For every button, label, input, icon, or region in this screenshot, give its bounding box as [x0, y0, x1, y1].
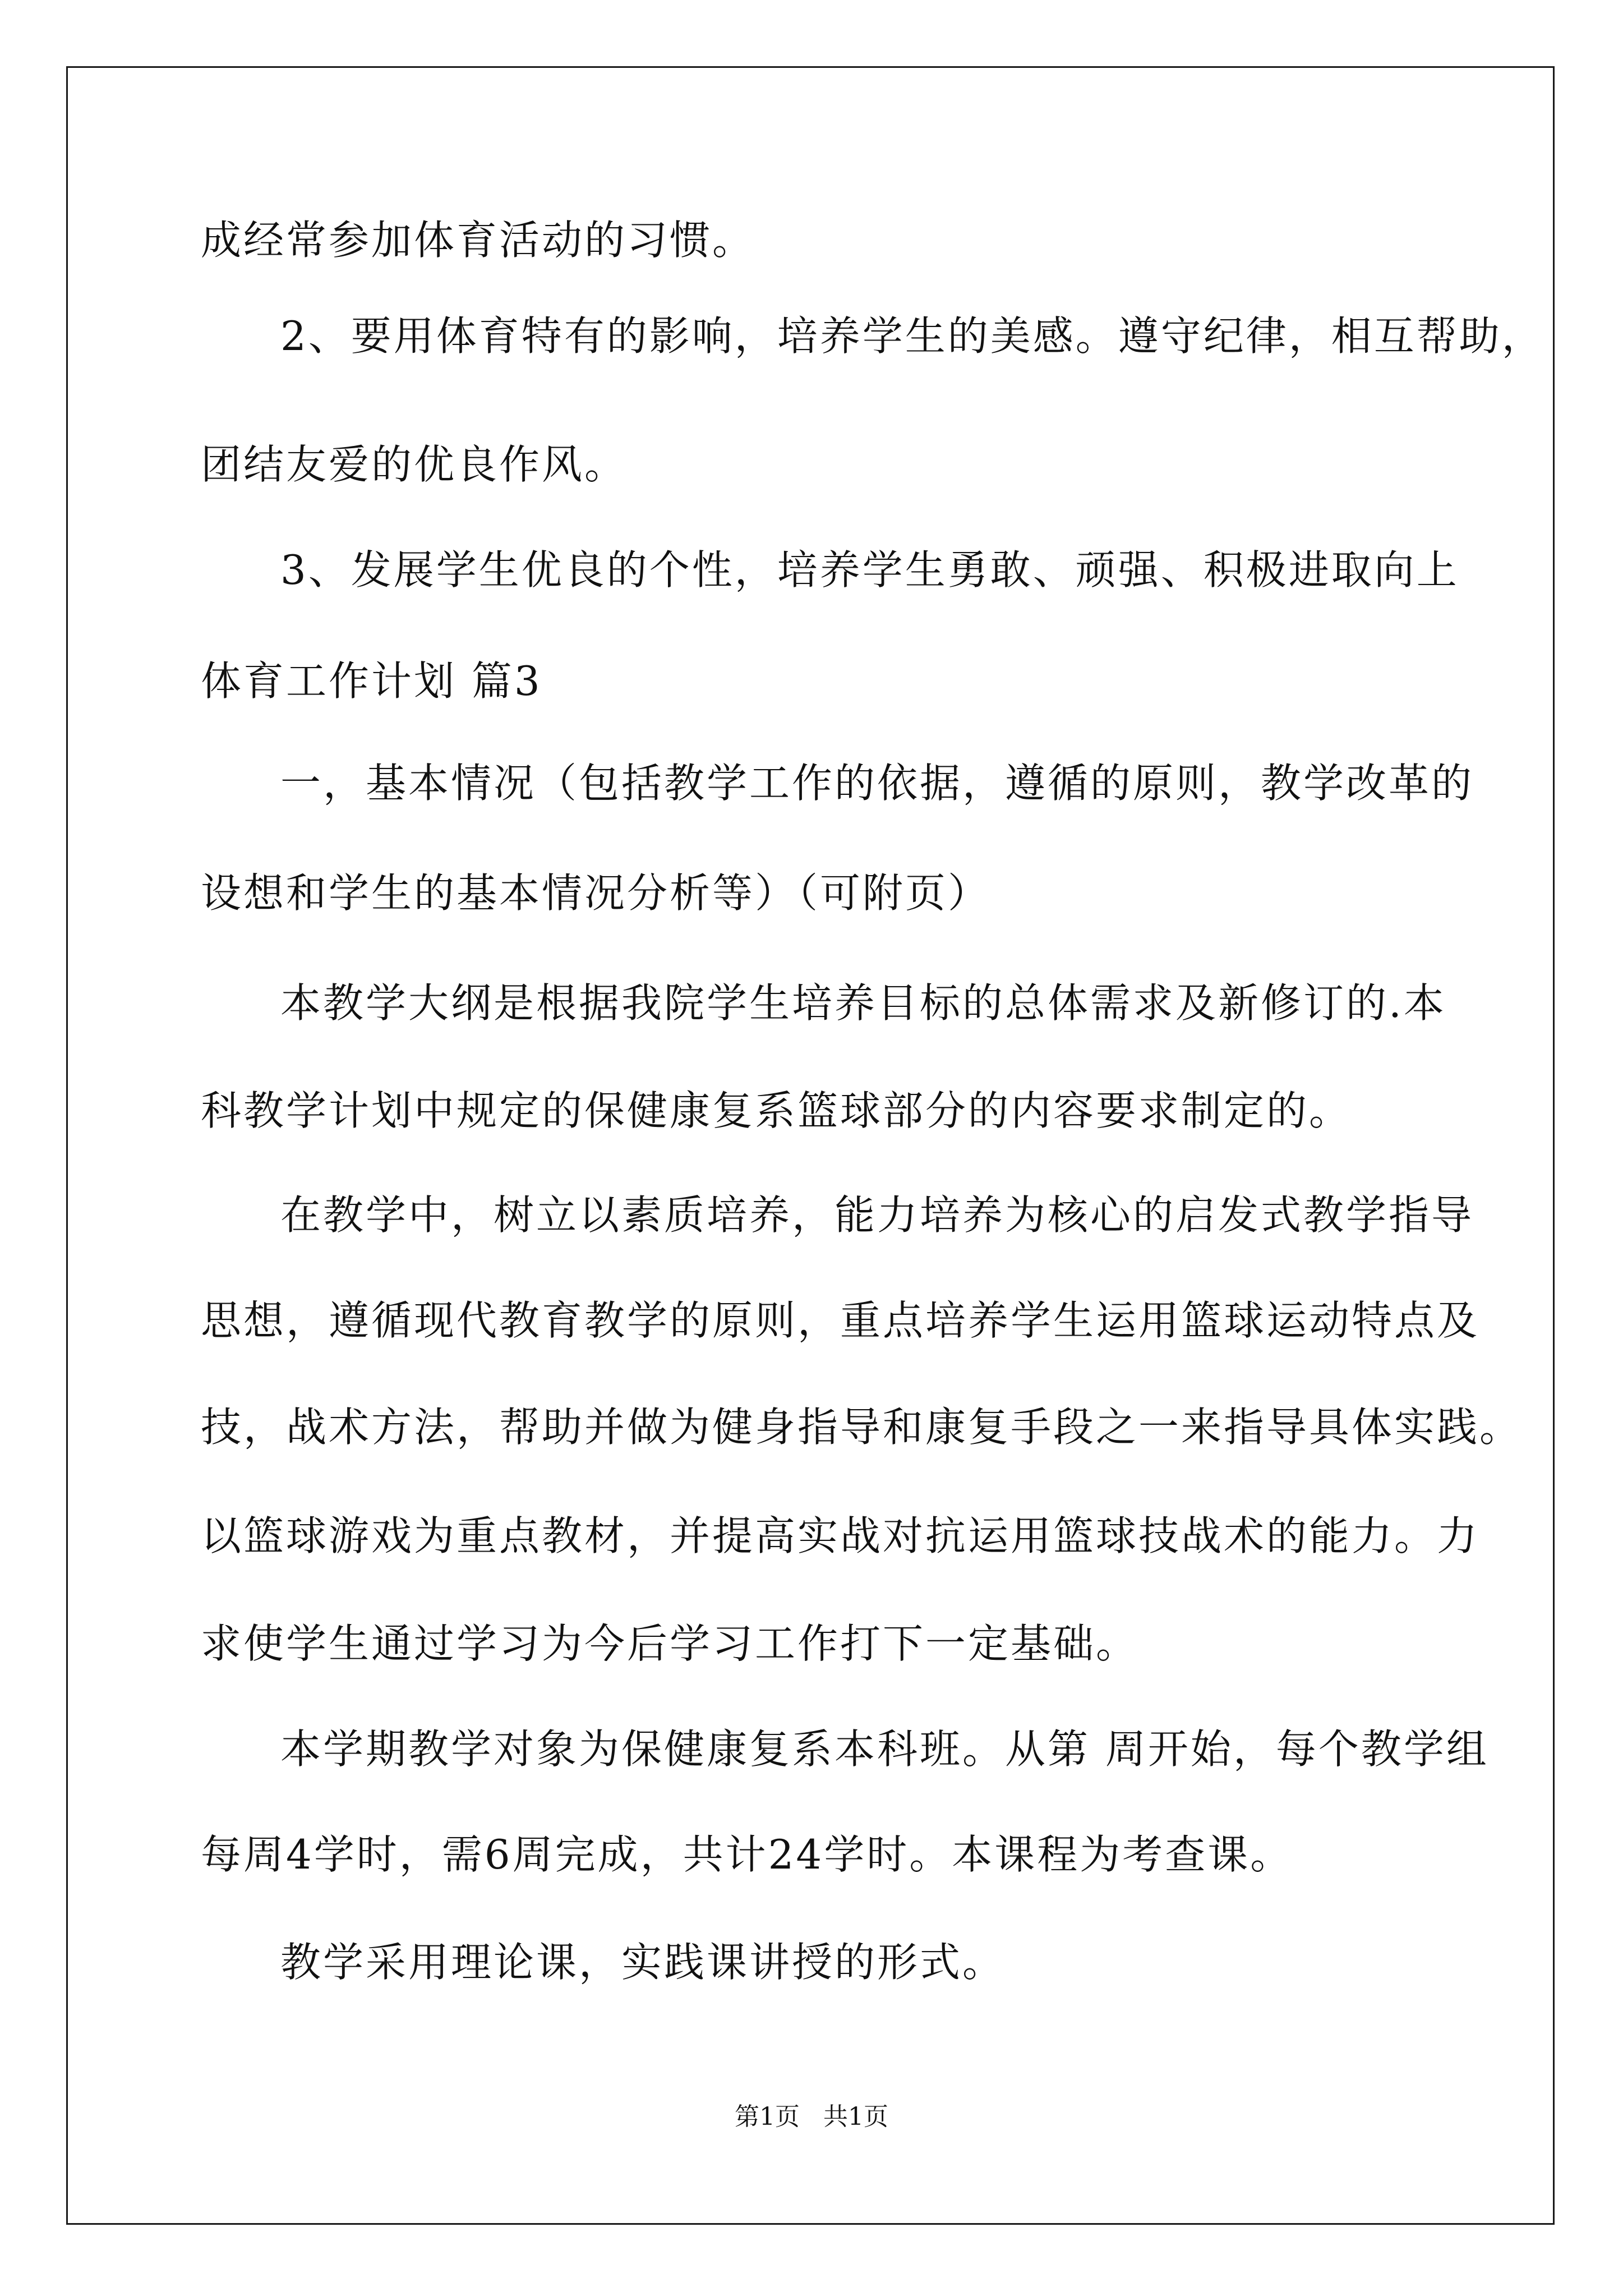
text-line: 成经常参加体育活动的习惯。: [201, 217, 755, 264]
text-line: 团结友爱的优良作风。: [201, 441, 628, 488]
text-line: 技，战术方法，帮助并做为健身指导和康复手段之一来指导具体实践。: [201, 1404, 1523, 1451]
text-line: 求使学生通过学习为今后学习工作打下一定基础。: [201, 1620, 1139, 1667]
text-line: 教学采用理论课，实践课讲授的形式。: [280, 1939, 1006, 1986]
text-line: 以篮球游戏为重点教材，并提高实战对抗运用篮球技战术的能力。力: [201, 1512, 1480, 1559]
text-line: 本学期教学对象为保健康复系本科班。从第 周开始，每个教学组: [280, 1726, 1489, 1773]
text-line: 在教学中，树立以素质培养，能力培养为核心的启发式教学指导: [280, 1191, 1474, 1239]
page-footer: 第1页 共1页: [735, 2102, 888, 2131]
section-heading: 体育工作计划 篇3: [201, 657, 542, 705]
text-line: 思想，遵循现代教育教学的原则，重点培养学生运用篮球运动特点及: [201, 1297, 1480, 1344]
page-border: [66, 66, 1555, 2225]
text-line: 一，基本情况（包括教学工作的依据，遵循的原则，教学改革的: [280, 760, 1474, 807]
text-line: 2、要用体育特有的影响，培养学生的美感。遵守纪律，相互帮助，: [280, 312, 1544, 360]
text-line: 科教学计划中规定的保健康复系篮球部分的内容要求制定的。: [201, 1087, 1352, 1134]
text-line: 每周4学时，需6周完成，共计24学时。本课程为考查课。: [201, 1831, 1293, 1878]
text-line: 本教学大纲是根据我院学生培养目标的总体需求及新修订的.本: [280, 979, 1446, 1027]
text-line: 设想和学生的基本情况分析等）（可附页）: [201, 869, 991, 917]
text-line: 3、发展学生优良的个性，培养学生勇敢、顽强、积极进取向上: [280, 546, 1459, 593]
